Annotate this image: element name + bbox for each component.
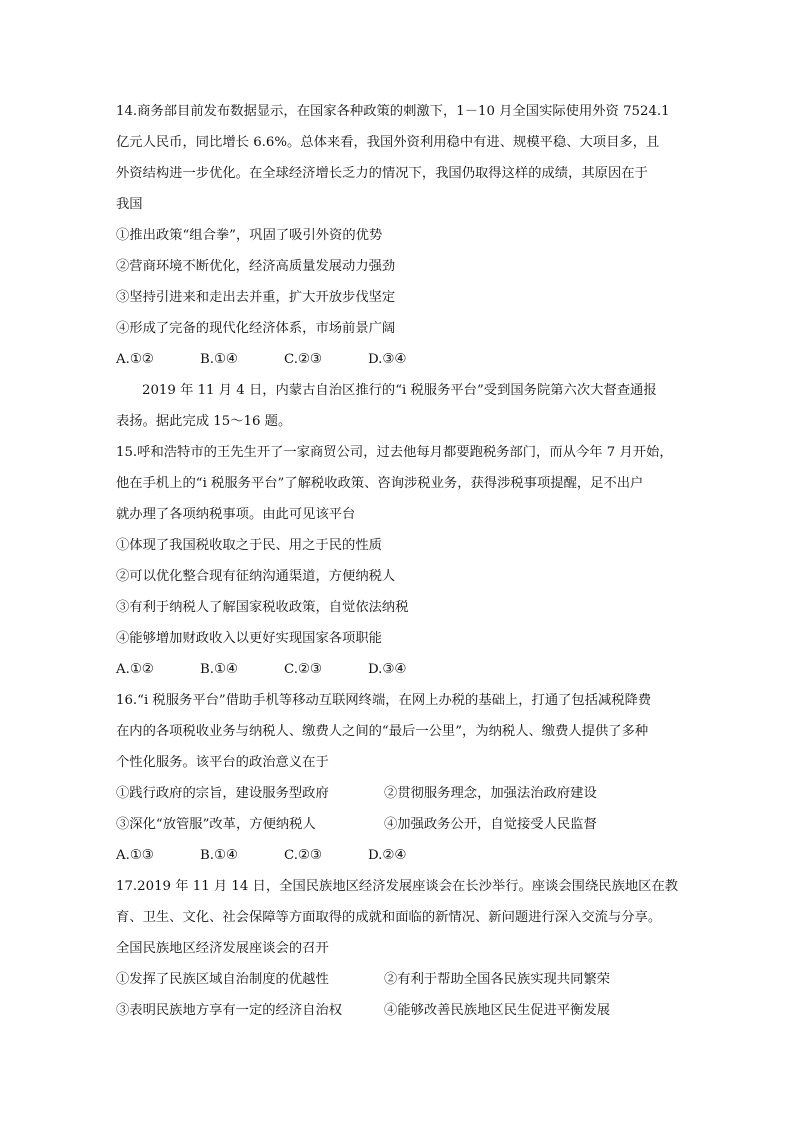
question-stem-line: 全国民族地区经济发展座谈会的召开 [116, 941, 329, 956]
statement-row [116, 995, 686, 1026]
statement-item: ③表明民族地方享有一定的经济自治权 [116, 1003, 343, 1018]
statement-item: ②有利于帮助全国各民族实现共同繁荣 [384, 972, 611, 987]
statement-item: ①体现了我国税收取之于民、用之于民的性质 [116, 538, 382, 553]
question-stem-line: 16.“i 税服务平台”借助手机等移动互联网终端，在网上办税的基础上，打通了包括减税降费 [116, 693, 652, 708]
option-a: A.①③ [116, 848, 154, 863]
question-stem-line: 他在手机上的“i 税服务平台”了解税收政策、咨询涉税业务，获得涉税事项提醒，足不出户 [116, 476, 644, 491]
intro-15-16 [116, 375, 686, 437]
answer-options [116, 840, 686, 871]
option-a: A.①② [116, 662, 154, 677]
question-stem-line: 个性化服务。该平台的政治意义在于 [116, 755, 329, 770]
option-d: D.③④ [368, 662, 407, 677]
question-15 [116, 437, 686, 685]
statement-item: ③深化“放管服”改革，方便纳税人 [116, 817, 316, 832]
option-a: A.①② [116, 352, 154, 367]
question-17 [116, 871, 686, 1026]
option-b: B.①④ [200, 848, 238, 863]
question-stem-line: 17.2019 年 11 月 14 日，全国民族地区经济发展座谈会在长沙举行。座谈会围绕民族地区在教 [116, 879, 679, 894]
question-stem-line: 15.呼和浩特市的王先生开了一家商贸公司，过去他每月都要跑税务部门，而从今年 7 月开始， [116, 445, 673, 460]
question-stem-line: 外资结构进一步优化。在全球经济增长乏力的情况下，我国仍取得这样的成绩，其原因在于 [116, 166, 648, 181]
option-c: C.②③ [284, 848, 322, 863]
statement-item: ③坚持引进来和走出去并重，扩大开放步伐坚定 [116, 290, 396, 305]
statement-item: ④能够增加财政收入以更好实现国家各项职能 [116, 631, 382, 646]
statement-row [116, 964, 686, 995]
intro-line: 2019 年 11 月 4 日，内蒙古自治区推行的“i 税服务平台”受到国务院第六次大督查通报 [142, 383, 657, 398]
answer-options [116, 344, 686, 375]
statement-item: ④形成了完备的现代化经济体系，市场前景广阔 [116, 321, 396, 336]
option-d: D.③④ [368, 352, 407, 367]
statement-item: ④能够改善民族地区民生促进平衡发展 [384, 1003, 611, 1018]
exam-page [116, 96, 686, 1026]
statement-item: ②贯彻服务理念，加强法治政府建设 [384, 786, 597, 801]
statement-item: ①推出政策“组合拳”，巩固了吸引外资的优势 [116, 228, 383, 243]
option-b: B.①④ [200, 662, 238, 677]
option-d: D.②④ [368, 848, 407, 863]
statement-item: ③有利于纳税人了解国家税收政策，自觉依法纳税 [116, 600, 409, 615]
statement-row [116, 778, 686, 809]
statement-item: ②营商环境不断优化，经济高质量发展动力强劲 [116, 259, 396, 274]
question-stem-line: 我国 [116, 197, 143, 212]
question-stem-line: 14.商务部目前发布数据显示，在国家各种政策的刺激下，1－10 月全国实际使用外资 7524.1 [116, 104, 670, 119]
question-stem-line: 育、卫生、文化、社会保障等方面取得的成就和面临的新情况、新问题进行深入交流与分享。 [116, 910, 662, 925]
intro-line: 表扬。据此完成 15～16 题。 [116, 414, 292, 429]
statement-row [116, 809, 686, 840]
statement-item: ①践行政府的宗旨，建设服务型政府 [116, 786, 329, 801]
option-c: C.②③ [284, 352, 322, 367]
question-stem-line: 亿元人民币，同比增长 6.6%。总体来看，我国外资利用稳中有进、规模平稳、大项目多，且 [116, 135, 660, 150]
statement-item: ④加强政务公开，自觉接受人民监督 [384, 817, 597, 832]
question-stem-line: 就办理了各项纳税事项。由此可见该平台 [116, 507, 356, 522]
statement-item: ②可以优化整合现有征纳沟通渠道，方便纳税人 [116, 569, 396, 584]
statement-item: ①发挥了民族区域自治制度的优越性 [116, 972, 329, 987]
answer-options [116, 654, 686, 685]
question-16 [116, 685, 686, 871]
option-b: B.①④ [200, 352, 238, 367]
question-stem-line: 在内的各项税收业务与纳税人、缴费人之间的“最后一公里”，为纳税人、缴费人提供了多种 [116, 724, 649, 739]
question-14 [116, 96, 686, 375]
option-c: C.②③ [284, 662, 322, 677]
